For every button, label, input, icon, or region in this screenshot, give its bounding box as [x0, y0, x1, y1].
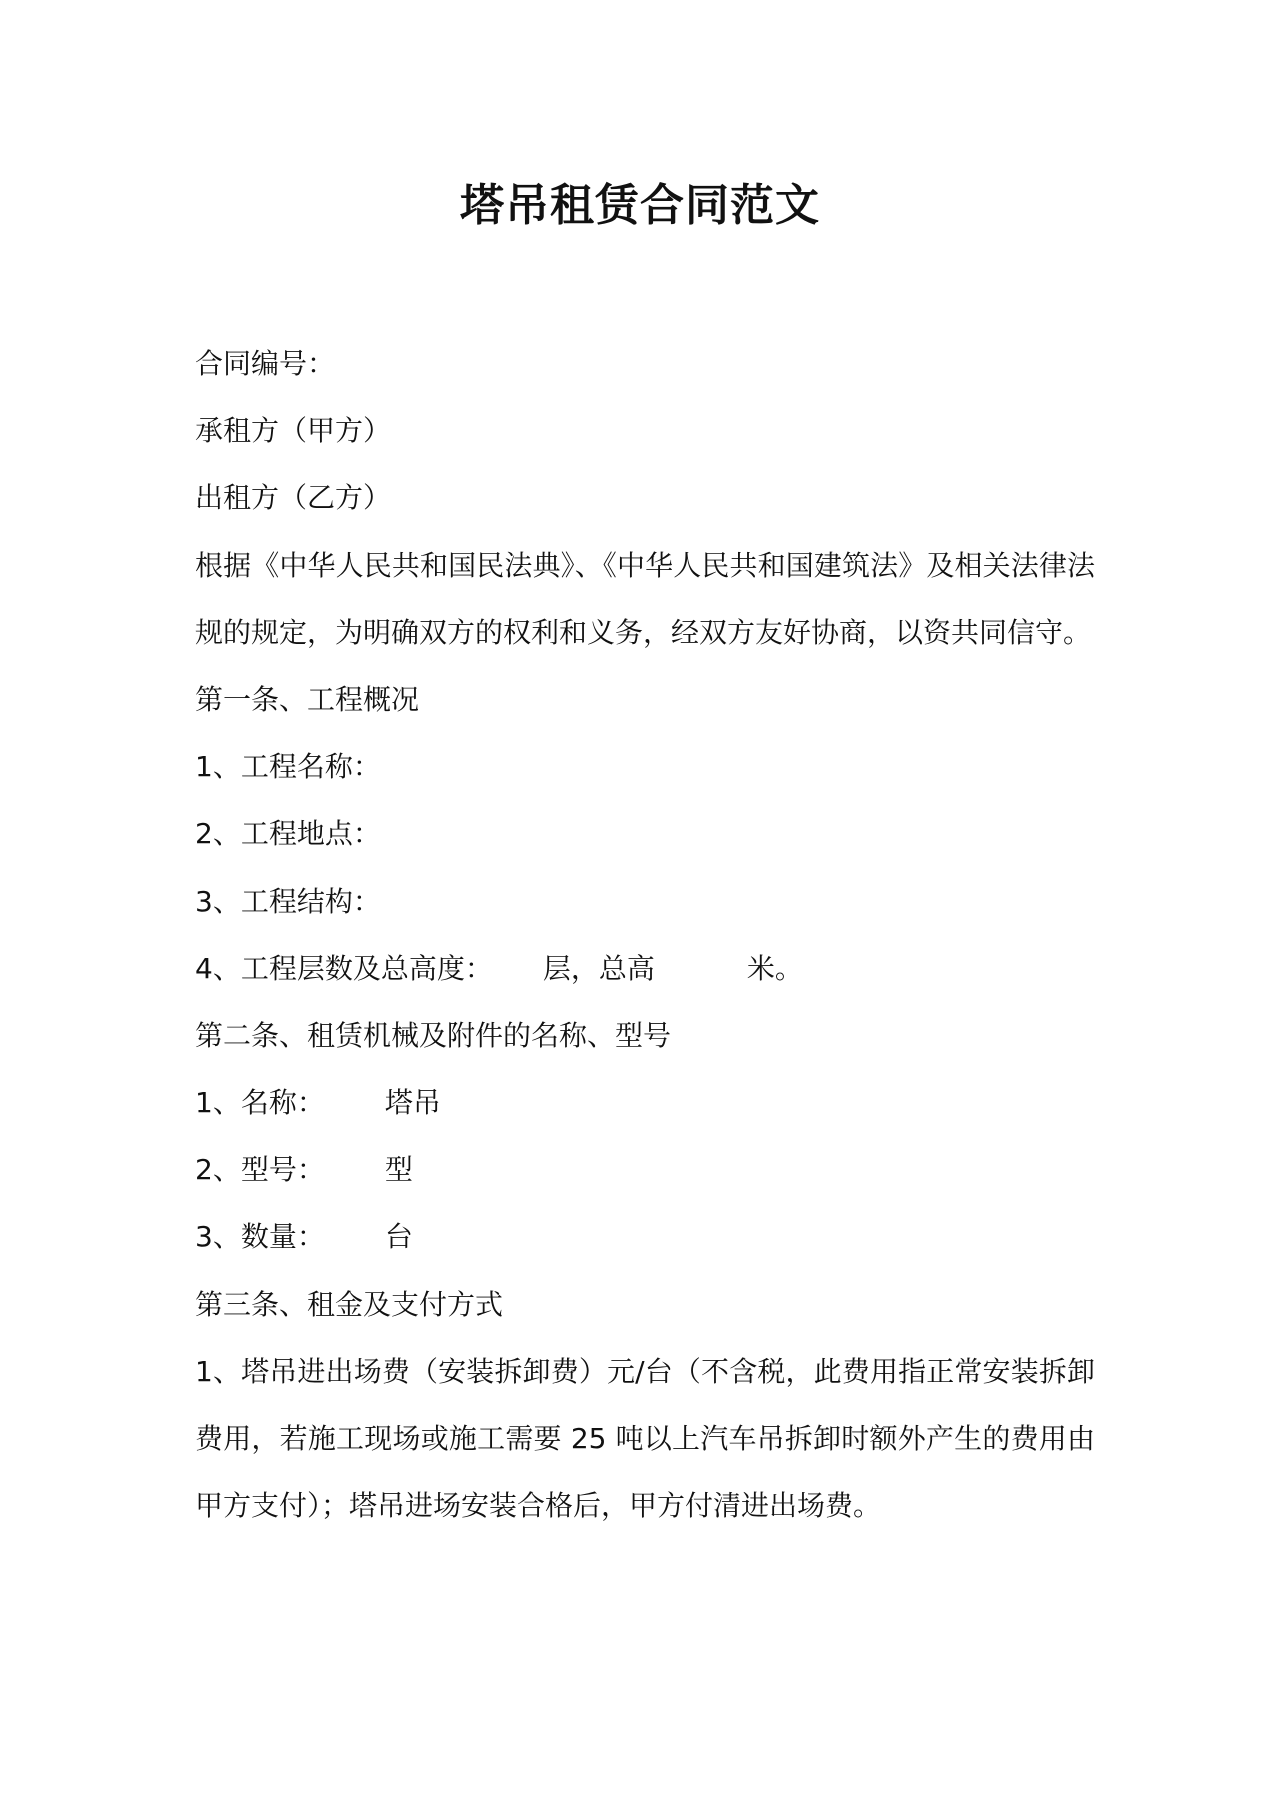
meters-text: 米。 [746, 951, 803, 985]
machine-model-field [195, 1136, 1095, 1203]
article-3-heading: 第三条、租金及支付方式 [195, 1287, 504, 1321]
contract-number-field: 合同编号： [195, 347, 336, 380]
height-label: 4、工程层数及总高度： [195, 951, 493, 985]
machine-quantity-label: 3、数量： [195, 1220, 325, 1254]
machine-model-value: 型 [384, 1153, 413, 1187]
preamble-paragraph: 根据《中华人民共和国民法典》、《中华人民共和国建筑法》及相关法律法规的规定，为明确双方的权利和义务，经双方友好协商，以资共同信守。 [195, 548, 1095, 649]
entry-exit-fee-paragraph: 1、塔吊进出场费（安装拆卸费）元/台（不含税，此费用指正常安装拆卸费用，若施工现场或施工需要 25 吨以上汽车吊拆卸时额外产生的费用由甲方支付）；塔吊进场安装合格后，甲方付清进出场费。 [195, 1354, 1095, 1523]
machine-quantity-value: 台 [384, 1220, 413, 1254]
article-1-heading: 第一条、工程概况 [195, 682, 420, 716]
project-location-field: 2、工程地点： [195, 817, 381, 851]
lessor-party: 出租方（乙方） [195, 481, 392, 515]
article-2-heading: 第二条、租赁机械及附件的名称、型号 [195, 1018, 672, 1052]
machine-quantity-field [195, 1203, 1095, 1270]
machine-name-label: 1、名称： [195, 1086, 325, 1120]
floors-text: 层，总高 [542, 951, 655, 985]
machine-name-value: 塔吊 [384, 1086, 441, 1120]
lessee-party: 承租方（甲方） [195, 414, 392, 448]
project-structure-field: 3、工程结构： [195, 884, 381, 918]
project-height-field [195, 935, 1095, 1002]
project-name-field: 1、工程名称： [195, 750, 381, 784]
document-body [195, 330, 1095, 1539]
document-title: 塔吊租赁合同范文 [460, 180, 820, 231]
machine-name-field [195, 1069, 1095, 1136]
machine-model-label: 2、型号： [195, 1153, 325, 1187]
